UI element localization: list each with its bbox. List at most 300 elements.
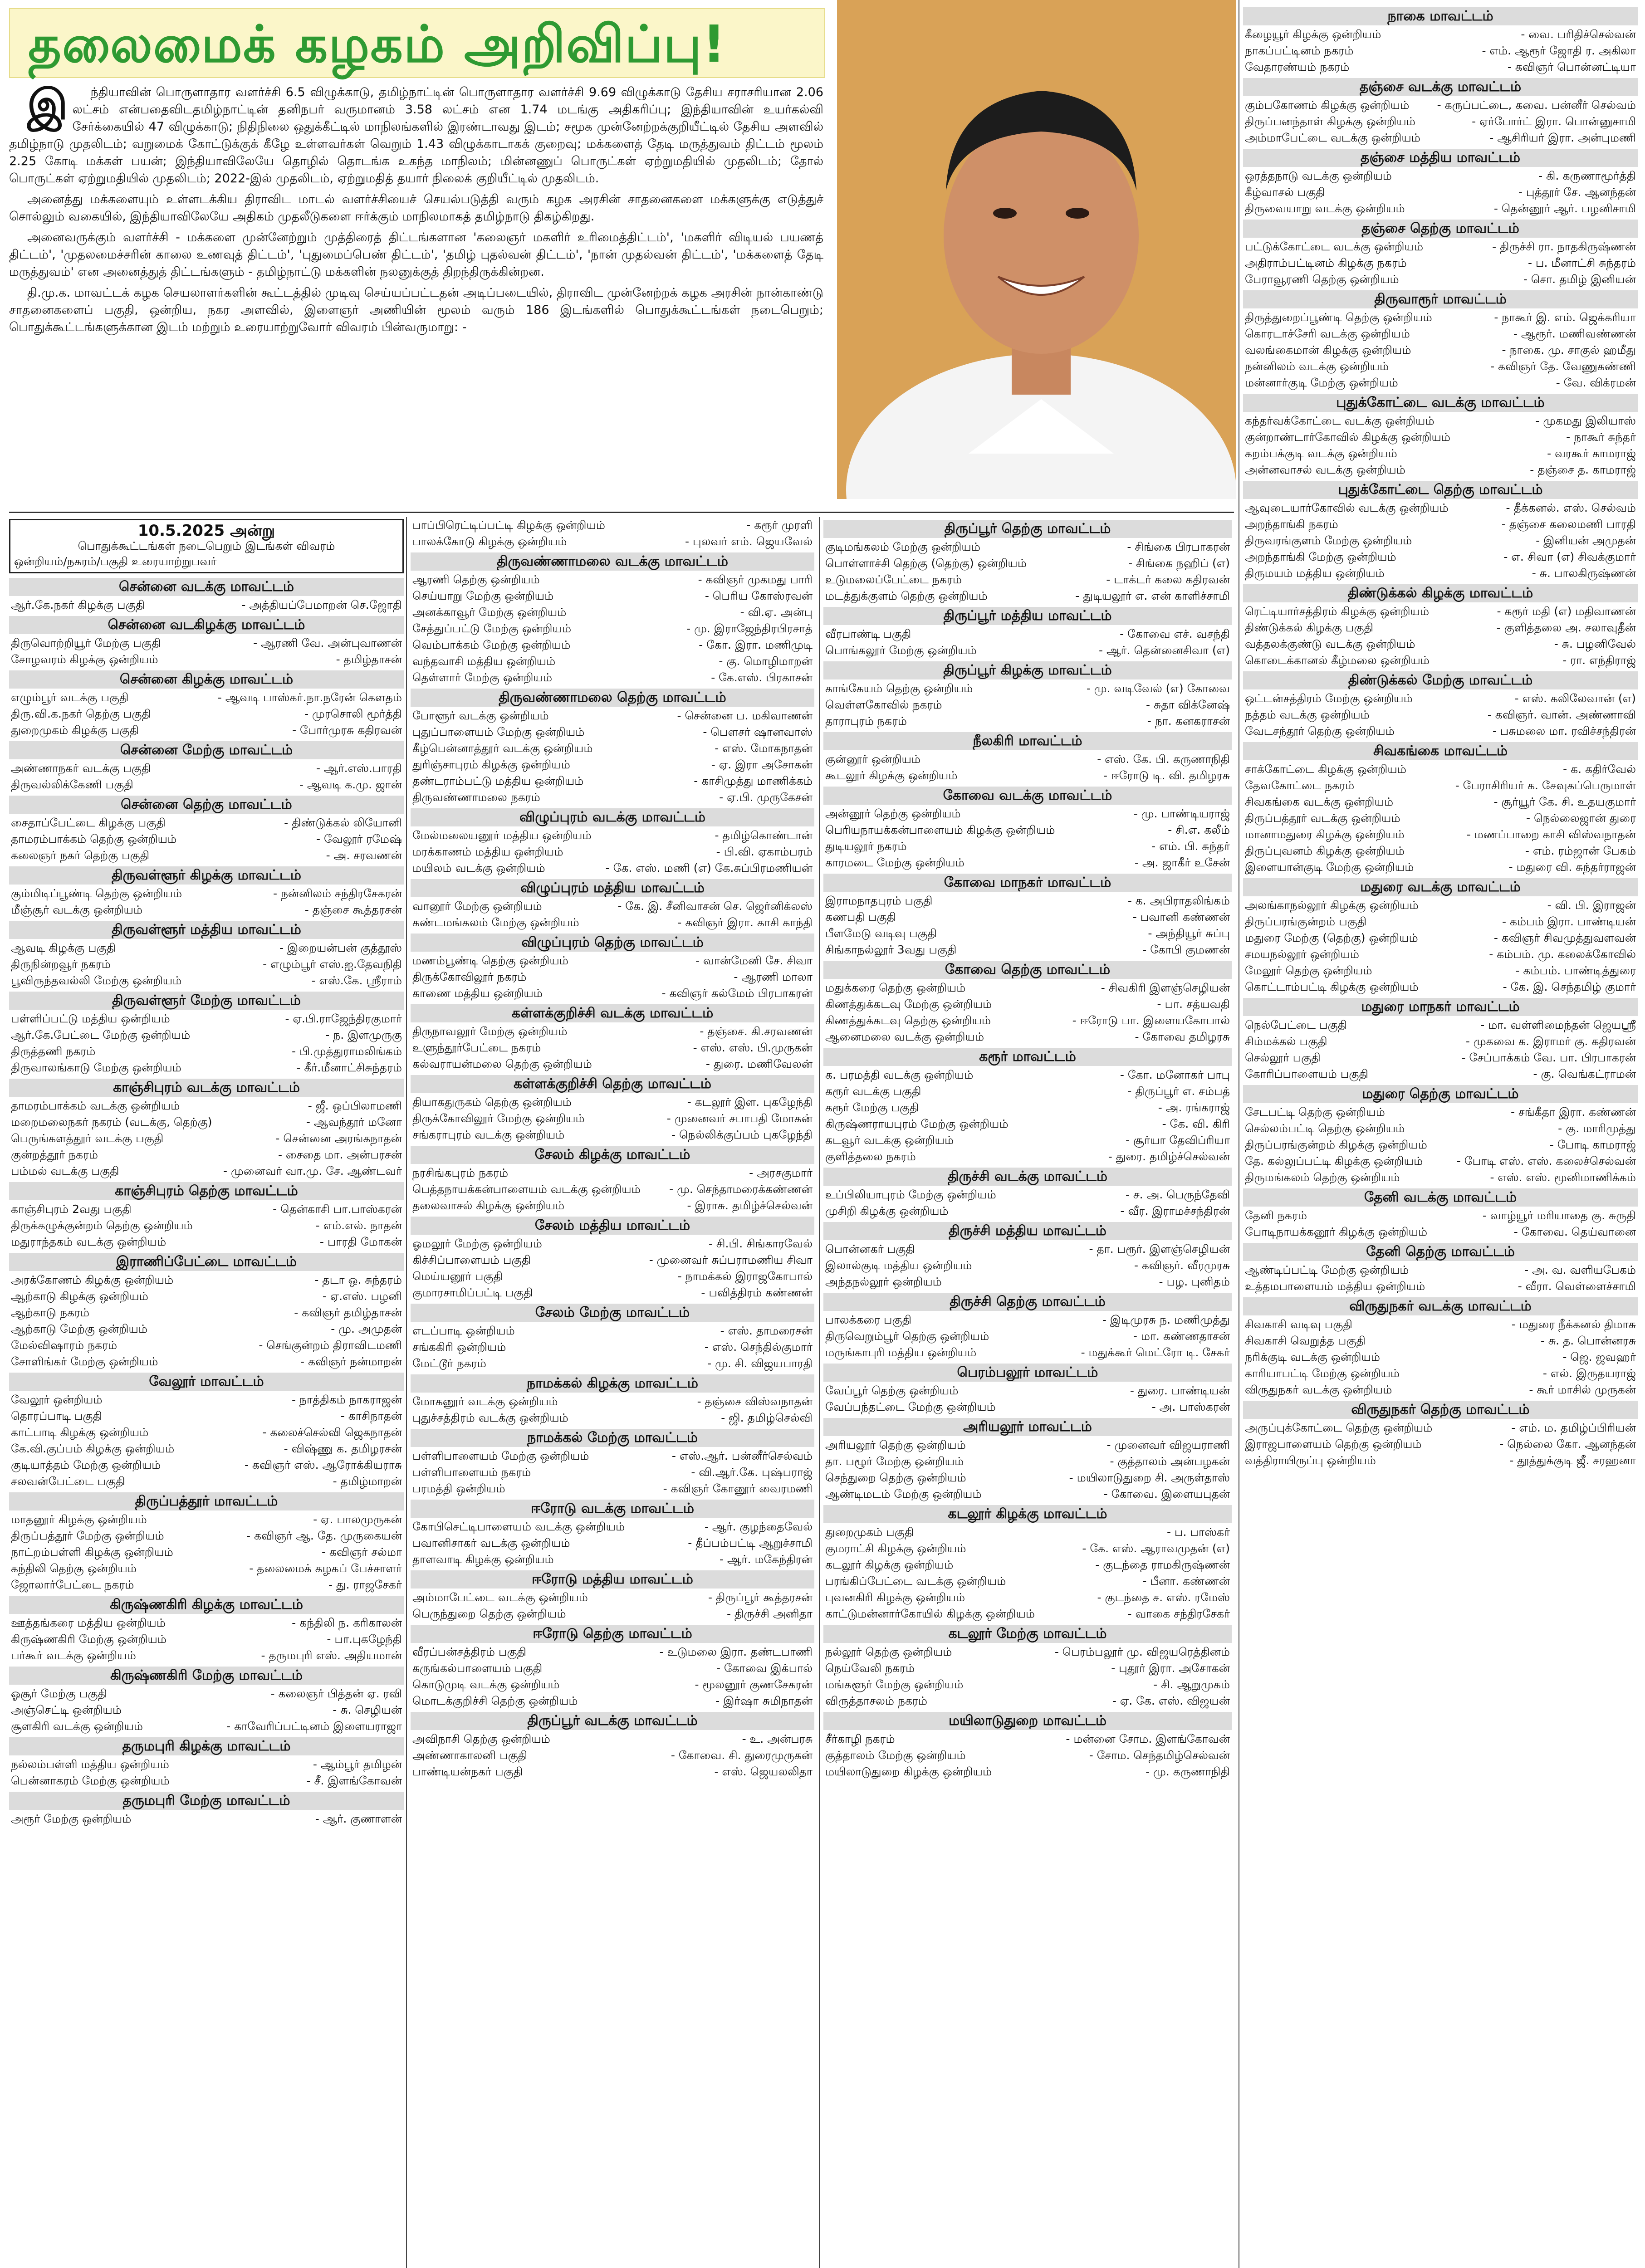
union-name: எடப்பாடி ஒன்றியம் xyxy=(412,1324,515,1337)
union-name: வத்திராயிருப்பு ஒன்றியம் xyxy=(1245,1454,1376,1467)
district-heading: கள்ளக்குறிச்சி வடக்கு மாவட்டம் xyxy=(411,1004,814,1022)
union-name: கரூர் வடக்கு பகுதி xyxy=(825,1085,921,1098)
union-name: மறைமலைநகர் நகரம் (வடக்கு, தெற்கு) xyxy=(11,1115,212,1129)
union-name: தாமரம்பாக்கம் வடக்கு ஒன்றியம் xyxy=(11,1099,180,1112)
speaker-name: - பவானி கண்ணன் xyxy=(1132,910,1230,924)
meeting-entry xyxy=(1243,690,1638,707)
speaker-name: - மு. பாண்டியராஜ் xyxy=(1133,807,1230,820)
union-name: இராமநாதபுரம் பகுதி xyxy=(825,894,933,907)
speaker-name: - கம்பம். மு. கலைக்கோவில் xyxy=(1489,948,1636,961)
meeting-entry xyxy=(9,847,404,864)
meeting-entry xyxy=(1243,723,1638,739)
speaker-name: - இராசு. தமிழ்ச்செல்வன் xyxy=(687,1199,813,1212)
meeting-entry xyxy=(823,1573,1232,1589)
union-name: மெய்யனூர் பகுதி xyxy=(412,1270,503,1283)
speaker-name: - துரை. தமிழ்ச்செல்வன் xyxy=(1108,1150,1230,1163)
meeting-entry xyxy=(1243,636,1638,652)
district-heading: கடலூர் கிழக்கு மாவட்டம் xyxy=(823,1505,1232,1523)
union-name: பேராவூரணி தெற்கு ஒன்றியம் xyxy=(1245,273,1399,286)
meeting-entry xyxy=(1243,1153,1638,1169)
speaker-name: - பி.வி. ஏகாம்பரம் xyxy=(716,845,813,858)
meeting-entry xyxy=(9,1163,404,1179)
union-name: பொன்னகர் பகுதி xyxy=(825,1242,915,1256)
district-heading: சிவகங்கை மாவட்டம் xyxy=(1243,742,1638,760)
district-heading: திருப்பூர் மத்திய மாவட்டம் xyxy=(823,607,1232,625)
union-name: சூளகிரி வடக்கு ஒன்றியம் xyxy=(11,1720,143,1733)
speaker-name: - ரா. எந்திராஜ் xyxy=(1562,654,1636,667)
speaker-name: - ப. மீனாட்சி சுந்தரம் xyxy=(1528,256,1636,269)
union-name: ஓமலூர் மேற்கு ஒன்றியம் xyxy=(412,1237,542,1250)
district-heading: திருச்சி வடக்கு மாவட்டம் xyxy=(823,1168,1232,1186)
speaker-name: - கி. கருணாமூர்த்தி xyxy=(1538,169,1636,182)
district-heading: தஞ்சை மத்திய மாவட்டம் xyxy=(1243,149,1638,167)
speaker-name: - நாத்திகம் நாகராஜன் xyxy=(291,1393,402,1406)
union-name: காங்கேயம் தெற்கு ஒன்றியம் xyxy=(825,682,973,695)
union-name: காரியாபட்டி மேற்கு ஒன்றியம் xyxy=(1245,1367,1400,1380)
schedule-column-3 xyxy=(823,517,1232,2268)
speaker-name: - முகவை க. இராமர் கு. கதிரவன் xyxy=(1465,1035,1636,1048)
speaker-name: - க. கதிர்வேல் xyxy=(1563,763,1636,776)
speaker-name: - கவிஞர் கோனூர் வைரமணி xyxy=(663,1482,813,1495)
meeting-entry xyxy=(411,1764,814,1780)
meeting-entry xyxy=(9,1528,404,1544)
speaker-name: - ஆம்பூர் தமிழன் xyxy=(313,1758,402,1771)
meeting-entry xyxy=(823,1257,1232,1274)
speaker-name: - கரூர் மதி (எ) மதிவாணன் xyxy=(1497,605,1636,618)
meeting-entry xyxy=(1243,930,1638,946)
speaker-name: - உ. அன்பரசு xyxy=(742,1732,813,1745)
meeting-entry xyxy=(823,942,1232,958)
meeting-entry xyxy=(1243,1452,1638,1469)
meeting-entry xyxy=(9,956,404,973)
union-name: கும்மிடிப்பூண்டி தெற்கு ஒன்றியம் xyxy=(11,887,182,900)
schedule-column-heads: ஒன்றியம்/நகரம்/பகுதி உரையாற்றுபவர் xyxy=(14,555,217,568)
speaker-name: - டாக்டர் கலை கதிரவன் xyxy=(1106,573,1230,586)
speaker-name: - ஏர்போர்ட் இரா. பொன்னுசாமி xyxy=(1472,115,1636,128)
speaker-name: - ஆசிரியர் இரா. அன்புமணி xyxy=(1489,131,1636,144)
union-name: ஆண்டிமடம் மேற்கு ஒன்றியம் xyxy=(825,1487,982,1501)
union-name: சேத்துப்பட்டு மேற்கு ஒன்றியம் xyxy=(412,622,572,635)
meeting-entry xyxy=(9,777,404,793)
union-name: குத்தாலம் மேற்கு ஒன்றியம் xyxy=(825,1749,966,1762)
speaker-name: - கே. எஸ். மணி (எ) கே.சுப்பிரமணியன் xyxy=(605,861,813,875)
meeting-entry xyxy=(823,1557,1232,1573)
schedule-date: 10.5.2025 அன்று xyxy=(137,522,275,540)
speaker-name: - திருச்சி ரா. நாதகிருஷ்ணன் xyxy=(1492,240,1636,253)
speaker-name: - எஸ். கலிலேவான் (எ) xyxy=(1514,692,1636,705)
union-name: க. பரமத்தி வடக்கு ஒன்றியம் xyxy=(825,1068,974,1081)
union-name: கறம்பக்குடி வடக்கு ஒன்றியம் xyxy=(1245,447,1397,460)
union-name: மேல்மலையனூர் மத்திய ஒன்றியம் xyxy=(412,829,592,842)
union-name: குன்றத்தூர் நகரம் xyxy=(11,1148,98,1161)
meeting-entry xyxy=(1243,707,1638,723)
meeting-entry xyxy=(1243,603,1638,620)
district-heading: சேலம் கிழக்கு மாவட்டம் xyxy=(411,1146,814,1164)
speaker-name: - தீப்பம்பட்டி ஆறுச்சாமி xyxy=(688,1536,813,1549)
union-name: ஊத்தங்கரை மத்திய ஒன்றியம் xyxy=(11,1616,166,1629)
union-name: மாதனூர் கிழக்கு ஒன்றியம் xyxy=(11,1513,147,1526)
union-name: மதுக்கரை தெற்கு ஒன்றியம் xyxy=(825,981,966,994)
speaker-name: - அ. ரங்கராஜ் xyxy=(1158,1101,1230,1114)
union-name: வேடசந்தூர் தெற்கு ஒன்றியம் xyxy=(1245,724,1395,738)
union-name: வீரப்பன்சத்திரம் பகுதி xyxy=(412,1645,527,1658)
speaker-name: - கே. வி. கிரி xyxy=(1162,1117,1230,1130)
speaker-name: - வரகூர் காமராஜ் xyxy=(1547,447,1636,460)
union-name: தே. கல்லுப்பட்டி கிழக்கு ஒன்றியம் xyxy=(1245,1154,1423,1168)
meeting-entry xyxy=(823,996,1232,1012)
union-name: வெம்பாக்கம் மேற்கு ஒன்றியம் xyxy=(412,638,571,651)
union-name: தியாகதுருகம் தெற்கு ஒன்றியம் xyxy=(412,1095,572,1109)
union-name: அரியலூர் தெற்கு ஒன்றியம் xyxy=(825,1438,966,1452)
speaker-name: - அ. பாஸ்கரன் xyxy=(1151,1400,1230,1413)
meeting-entry xyxy=(823,1731,1232,1747)
meeting-entry xyxy=(1243,1137,1638,1153)
district-heading: பெரம்பலூர் மாவட்டம் xyxy=(823,1364,1232,1382)
union-name: கோபிசெட்டிபாளையம் வடக்கு ஒன்றியம் xyxy=(412,1520,625,1533)
speaker-name: - கவிஞர் தே. வேணுகண்ணி xyxy=(1490,360,1636,373)
meeting-entry xyxy=(411,969,814,985)
meeting-entry xyxy=(823,1677,1232,1693)
district-heading: சென்னை வடகிழக்கு மாவட்டம் xyxy=(9,616,404,634)
meeting-entry xyxy=(411,1323,814,1339)
page-title: தலைமைக் கழகம் அறிவிப்பு! xyxy=(28,15,727,74)
union-name: திருப்பத்தூர் மேற்கு ஒன்றியம் xyxy=(11,1529,164,1542)
speaker-name: - கு. மாரிமுத்து xyxy=(1558,1122,1636,1135)
meeting-entry xyxy=(1243,1436,1638,1452)
meeting-entry xyxy=(1243,914,1638,930)
district-heading: மதுரை மாநகர் மாவட்டம் xyxy=(1243,998,1638,1016)
meeting-entry xyxy=(823,909,1232,925)
union-name: கிச்சிப்பாளையம் பகுதி xyxy=(412,1253,531,1266)
meeting-entry xyxy=(411,827,814,844)
speaker-name: - எஸ்.ஆர். பன்னீர்செல்வம் xyxy=(671,1449,813,1462)
speaker-name: - எஸ். மோகநாதன் xyxy=(715,742,813,755)
speaker-name: - கம்பம் இரா. பாண்டியன் xyxy=(1502,915,1636,928)
union-name: மொடக்குறிச்சி தெற்கு ஒன்றியம் xyxy=(412,1694,578,1707)
speaker-name: - காசிநாதன் xyxy=(340,1409,402,1422)
speaker-name: - ஜி. தமிழ்செல்வி xyxy=(721,1411,813,1424)
speaker-name: - கோ. மனோகர் பாபு xyxy=(1120,1068,1230,1081)
union-name: ரெட்டியார்சத்திரம் கிழக்கு ஒன்றியம் xyxy=(1245,605,1430,618)
speaker-name: - போடி காமராஜ் xyxy=(1549,1138,1636,1151)
speaker-name: - வாழ்யூர் மரியாதை கு. சுருதி xyxy=(1482,1209,1636,1222)
meeting-entry xyxy=(411,1252,814,1268)
district-heading: திருச்சி தெற்கு மாவட்டம் xyxy=(823,1293,1232,1311)
meeting-entry xyxy=(1243,43,1638,59)
union-name: ஆர்.கே.பேட்டை மேற்கு ஒன்றியம் xyxy=(11,1028,191,1041)
meeting-entry xyxy=(823,555,1232,572)
speaker-name: - ஏ. பாலமுருகன் xyxy=(313,1513,402,1526)
union-name: உத்தமபாளையம் மத்திய ஒன்றியம் xyxy=(1245,1280,1425,1293)
union-name: முசிறி கிழக்கு ஒன்றியம் xyxy=(825,1204,949,1217)
union-name: சேடபட்டி தெற்கு ஒன்றியம் xyxy=(1245,1105,1385,1119)
union-name: மயிலாடுதுறை கிழக்கு ஒன்றியம் xyxy=(825,1765,992,1778)
speaker-name: - சி.பி. சிங்காரவேல் xyxy=(708,1237,813,1250)
union-name: கோரிப்பாளையம் பகுதி xyxy=(1245,1067,1368,1080)
speaker-name: - ஜீ. ஒப்பிலாமணி xyxy=(308,1099,402,1112)
meeting-entry xyxy=(9,1060,404,1076)
speaker-name: - நெல்லிக்குப்பம் புகழேந்தி xyxy=(671,1128,813,1141)
meeting-entry xyxy=(823,806,1232,822)
union-name: பொள்ளாச்சி தெற்கு (தெற்கு) ஒன்றியம் xyxy=(825,557,1027,570)
union-name: ஆற்காடு நகரம் xyxy=(11,1306,90,1319)
union-name: போளூர் வடக்கு ஒன்றியம் xyxy=(412,709,549,722)
union-name: மடத்துக்குளம் தெற்கு ஒன்றியம் xyxy=(825,589,988,602)
speaker-name: - கோவை. இளையபுதன் xyxy=(1103,1487,1230,1501)
meeting-entry xyxy=(9,1147,404,1163)
meeting-entry xyxy=(411,1589,814,1606)
date-box xyxy=(9,519,404,573)
speaker-name: - கவிஞர் சல்மா xyxy=(321,1545,402,1559)
union-name: அஞ்செட்டி ஒன்றியம் xyxy=(11,1703,122,1716)
union-name: கிணத்துக்கடவு மேற்கு ஒன்றியம் xyxy=(825,997,992,1011)
meeting-entry xyxy=(9,1392,404,1408)
speaker-name: - முகமது இலியாஸ் xyxy=(1535,414,1636,427)
speaker-name: - துடியலூர் எ. என் காளிச்சாமி xyxy=(1075,589,1230,602)
district-heading: தேனி வடக்கு மாவட்டம் xyxy=(1243,1188,1638,1207)
speaker-name: - சங்கீதா இரா. கண்ணன் xyxy=(1510,1105,1636,1119)
speaker-name: - ஆர். குணாளன் xyxy=(315,1812,402,1825)
meeting-entry xyxy=(1243,946,1638,963)
speaker-name: - ஆர். மகேந்திரன் xyxy=(719,1553,813,1566)
union-name: சிம்மக்கல் பகுதி xyxy=(1245,1035,1327,1048)
speaker-name: - ஏ. இரா அசோகன் xyxy=(711,758,813,771)
meeting-entry xyxy=(9,1043,404,1060)
district-heading: காஞ்சிபுரம் தெற்கு மாவட்டம் xyxy=(9,1182,404,1200)
district-heading: திருவண்ணாமலை தெற்கு மாவட்டம் xyxy=(411,689,814,707)
meeting-entry xyxy=(9,831,404,847)
meeting-entry xyxy=(823,713,1232,729)
speaker-name: - போர்முரசு கதிரவன் xyxy=(292,723,402,737)
speaker-name: - நாகை. மு. சாகுல் ஹமீது xyxy=(1502,343,1636,357)
speaker-name: - கு. மொழிமாறன் xyxy=(719,655,813,668)
meeting-entry xyxy=(1243,1120,1638,1137)
union-name: துடியலூர் நகரம் xyxy=(825,840,907,853)
meeting-entry xyxy=(411,1056,814,1072)
speaker-name: - அ. வ. வளியபேகம் xyxy=(1524,1263,1636,1276)
district-heading: கள்ளக்குறிச்சி தெற்கு மாவட்டம் xyxy=(411,1075,814,1093)
speaker-name: - கம்பம். பாண்டித்துரை xyxy=(1515,964,1636,977)
meeting-entry xyxy=(9,706,404,722)
union-name: அலங்காநல்லூர் கிழக்கு ஒன்றியம் xyxy=(1245,899,1419,912)
meeting-entry xyxy=(411,1165,814,1181)
speaker-name: - எம். ஆரூர் ஜோதி ர. அகிலா xyxy=(1482,44,1636,57)
speaker-name: - திண்டுக்கல் லியோனி xyxy=(284,816,402,829)
meeting-entry xyxy=(9,1217,404,1234)
speaker-name: - மு. செந்தாமரைக்கண்ணன் xyxy=(669,1183,813,1196)
meeting-entry xyxy=(9,1773,404,1789)
union-name: மரக்காணம் மத்திய ஒன்றியம் xyxy=(412,845,563,858)
district-heading: திருவண்ணாமலை வடக்கு மாவட்டம் xyxy=(411,552,814,571)
meeting-entry xyxy=(411,1606,814,1622)
union-name: திண்டுக்கல் கிழக்கு பகுதி xyxy=(1245,621,1374,634)
meeting-entry xyxy=(1243,113,1638,130)
meeting-entry xyxy=(1243,533,1638,549)
meeting-entry xyxy=(1243,1316,1638,1333)
meeting-entry xyxy=(9,1577,404,1593)
meeting-entry xyxy=(9,885,404,902)
union-name: பாலக்கரை பகுதி xyxy=(825,1313,912,1326)
meeting-entry xyxy=(823,1453,1232,1470)
district-heading: தருமபுரி கிழக்கு மாவட்டம் xyxy=(9,1737,404,1755)
meeting-entry xyxy=(411,953,814,969)
speaker-name: - குத்தாலம் அன்பழகன் xyxy=(1110,1455,1230,1468)
union-name: கந்திலி தெற்கு ஒன்றியம் xyxy=(11,1562,137,1575)
union-name: வத்தலக்குண்டு வடக்கு ஒன்றியம் xyxy=(1245,637,1415,650)
speaker-name: - கு. வெங்கட்ராமன் xyxy=(1533,1067,1636,1080)
union-name: பர்கூர் வடக்கு ஒன்றியம் xyxy=(11,1649,136,1662)
meeting-entry xyxy=(411,1448,814,1464)
union-name: சமயநல்லூர் ஒன்றியம் xyxy=(1245,948,1360,961)
union-name: அரக்கோணம் கிழக்கு ஒன்றியம் xyxy=(11,1273,174,1286)
speaker-name: - தமிழ்தாசன் xyxy=(336,653,402,666)
district-heading: புதுக்கோட்டை தெற்கு மாவட்டம் xyxy=(1243,481,1638,499)
meeting-entry xyxy=(9,1027,404,1043)
union-name: உளுந்தூர்பேட்டை நகரம் xyxy=(412,1041,541,1054)
meeting-entry xyxy=(823,1029,1232,1045)
speaker-name: - ஆரணி மாலா xyxy=(734,970,813,983)
speaker-name: - எஸ். எஸ். மூனிமாணிக்கம் xyxy=(1490,1171,1636,1184)
speaker-name: - எஸ். செந்தில்குமார் xyxy=(704,1340,813,1354)
district-heading: திருப்பூர் வடக்கு மாவட்டம் xyxy=(411,1712,814,1730)
union-name: குமாரசாமிப்பட்டி பகுதி xyxy=(412,1286,533,1299)
speaker-name: - அ. சரவணன் xyxy=(326,849,402,862)
union-name: நாகப்பட்டினம் நகரம் xyxy=(1245,44,1354,57)
union-name: மதுரை மேற்கு (தெற்கு) ஒன்றியம் xyxy=(1245,931,1418,944)
meeting-entry xyxy=(411,1355,814,1372)
meeting-entry xyxy=(9,1337,404,1354)
meeting-entry xyxy=(823,1437,1232,1453)
meeting-entry xyxy=(9,1234,404,1250)
meeting-entry xyxy=(9,1441,404,1457)
meeting-entry xyxy=(1243,358,1638,375)
union-name: கீழையூர் கிழக்கு ஒன்றியம் xyxy=(1245,28,1381,41)
speaker-name: - சிங்கை பிரபாகரன் xyxy=(1127,540,1230,553)
meeting-entry xyxy=(823,1083,1232,1100)
speaker-name: - ஏ.பி.ராஜேந்திரகுமார் xyxy=(285,1012,402,1025)
speaker-name: - அத்தியப்பேமாறன் செ.ஜோதி xyxy=(241,598,402,611)
meeting-entry xyxy=(411,1339,814,1355)
speaker-name: - ஜெ. ஜவஹர் xyxy=(1562,1350,1636,1364)
meeting-entry xyxy=(1243,810,1638,826)
column-rule xyxy=(406,517,407,2268)
union-name: தா. பழூர் மேற்கு ஒன்றியம் xyxy=(825,1455,964,1468)
meeting-entry xyxy=(1243,1262,1638,1278)
meeting-entry xyxy=(823,838,1232,855)
speaker-name: - எஸ்.கே. ஸ்ரீராம் xyxy=(311,974,402,987)
district-heading: தஞ்சை தெற்கு மாவட்டம் xyxy=(1243,220,1638,238)
meeting-entry xyxy=(1243,1333,1638,1349)
union-name: போடிநாயக்கனூர் கிழக்கு ஒன்றியம் xyxy=(1245,1225,1428,1238)
meeting-entry xyxy=(411,1731,814,1747)
district-heading: சென்னை மேற்கு மாவட்டம் xyxy=(9,741,404,759)
union-name: காரமடை மேற்கு ஒன்றியம் xyxy=(825,856,964,869)
meeting-entry xyxy=(1243,979,1638,995)
union-name: திருத்தணி நகரம் xyxy=(11,1045,96,1058)
district-heading: நாமக்கல் மேற்கு மாவட்டம் xyxy=(411,1429,814,1447)
meeting-entry xyxy=(1243,1365,1638,1382)
schedule-subtitle: பொதுக்கூட்டங்கள் நடைபெறும் இடங்கள் விவரம் xyxy=(78,539,335,552)
union-name: காட்டுமன்னார்கோயில் கிழக்கு ஒன்றியம் xyxy=(825,1607,1035,1620)
meeting-entry xyxy=(9,760,404,777)
union-name: கல்வராயன்மலை தெற்கு ஒன்றியம் xyxy=(412,1057,592,1070)
meeting-entry xyxy=(1243,1050,1638,1066)
speaker-name: - எஸ். தாமரைசன் xyxy=(720,1324,813,1337)
meeting-entry xyxy=(411,1693,814,1709)
speaker-name: - வி. பி. இராஜன் xyxy=(1547,899,1636,912)
union-name: இராஜபாளையம் தெற்கு ஒன்றியம் xyxy=(1245,1437,1422,1451)
speaker-name: - கூர் மாசில் முருகன் xyxy=(1529,1383,1636,1396)
union-name: வீரபாண்டி பகுதி xyxy=(825,627,911,640)
speaker-name: - வான்மேனி சே. சிவா xyxy=(695,954,813,967)
speaker-name: - இறையன்பன் குத்தூஸ் xyxy=(279,941,402,954)
district-heading: திருச்சி மத்திய மாவட்டம் xyxy=(823,1222,1232,1240)
union-name: கிணத்துக்கடவு தெற்கு ஒன்றியம் xyxy=(825,1014,991,1027)
union-name: திருவெறும்பூர் தெற்கு ஒன்றியம் xyxy=(825,1330,989,1343)
meeting-entry xyxy=(823,1486,1232,1502)
union-name: திருத்துறைப்பூண்டி தெற்கு ஒன்றியம் xyxy=(1245,311,1432,324)
union-name: மதுராந்தகம் வடக்கு ஒன்றியம் xyxy=(11,1235,166,1248)
union-name: வேப்பந்தட்டை மேற்கு ஒன்றியம் xyxy=(825,1400,996,1413)
union-name: வானூர் மேற்கு ஒன்றியம் xyxy=(412,899,542,913)
union-name: நரிக்குடி வடக்கு ஒன்றியம் xyxy=(1245,1350,1381,1364)
meeting-entry xyxy=(823,1149,1232,1165)
meeting-entry xyxy=(823,1589,1232,1606)
district-heading: திருவள்ளூர் மத்திய மாவட்டம் xyxy=(9,921,404,939)
speaker-name: - நாகூர் சுந்தர் xyxy=(1566,430,1636,444)
union-name: அருப்புக்கோட்டை தெற்கு ஒன்றியம் xyxy=(1245,1421,1433,1434)
meeting-entry xyxy=(823,980,1232,996)
district-heading: கடலூர் மேற்கு மாவட்டம் xyxy=(823,1625,1232,1643)
union-name: சோளிங்கர் மேற்கு ஒன்றியம் xyxy=(11,1355,158,1368)
speaker-name: - எஸ். ஜெயலலிதா xyxy=(714,1765,813,1778)
schedule-column-1 xyxy=(9,517,404,2268)
district-heading: இராணிப்பேட்டை மாவட்டம் xyxy=(9,1253,404,1271)
union-name: பூவிருந்தவல்லி மேற்கு ஒன்றியம் xyxy=(11,974,182,987)
district-heading: தருமபுரி மேற்கு மாவட்டம் xyxy=(9,1792,404,1810)
speaker-name: - தஞ்சை. கி.சரவணன் xyxy=(700,1025,813,1038)
district-heading: ஈரோடு மத்திய மாவட்டம் xyxy=(411,1570,814,1589)
union-name: உடுமலைப்பேட்டை நகரம் xyxy=(825,573,962,586)
meeting-entry xyxy=(411,1236,814,1252)
district-heading: கரூர் மாவட்டம் xyxy=(823,1048,1232,1066)
meeting-entry xyxy=(1243,777,1638,794)
union-name: பவானிசாகர் வடக்கு ஒன்றியம் xyxy=(412,1536,570,1549)
speaker-name: - பசுமலை மா. ரவிச்சந்திரன் xyxy=(1492,724,1636,738)
meeting-entry xyxy=(411,898,814,914)
speaker-name: - சேப்பாக்கம் வே. பா. பிரபாகரன் xyxy=(1461,1051,1636,1064)
speaker-name: - மதுக்கூர் மெட்ரோ டி. சேகர் xyxy=(1081,1346,1230,1359)
union-name: கரூர் மேற்கு பகுதி xyxy=(825,1101,919,1114)
union-name: காஞ்சிபுரம் 2வது பகுதி xyxy=(11,1202,132,1216)
meeting-entry xyxy=(823,1100,1232,1116)
speaker-name: - சீ. இளங்கோவன் xyxy=(306,1774,402,1787)
meeting-entry xyxy=(9,1811,404,1827)
speaker-name: - ஏ.எஸ். பழனி xyxy=(322,1290,402,1303)
union-name: வலங்கைமான் கிழக்கு ஒன்றியம் xyxy=(1245,343,1411,357)
meeting-entry xyxy=(411,914,814,931)
speaker-name: - சு. செழியன் xyxy=(333,1703,402,1716)
speaker-name: - பெரிய கோஸ்ரவன் xyxy=(705,589,813,602)
meeting-entry xyxy=(9,635,404,651)
speaker-name: - திருச்சி அனிதா xyxy=(726,1607,813,1620)
union-name: கந்தர்வக்கோட்டை வடக்கு ஒன்றியம் xyxy=(1245,414,1434,427)
speaker-name: - மா. வள்ளிமைந்தன் ஜெயஸ்ரீ xyxy=(1480,1018,1636,1031)
meeting-entry xyxy=(823,1187,1232,1203)
union-name: திருவாலங்காடு மேற்கு ஒன்றியம் xyxy=(11,1061,181,1074)
district-heading: ஈரோடு தெற்கு மாவட்டம் xyxy=(411,1625,814,1643)
union-name: நல்லம்பள்ளி மத்திய ஒன்றியம் xyxy=(11,1758,169,1771)
